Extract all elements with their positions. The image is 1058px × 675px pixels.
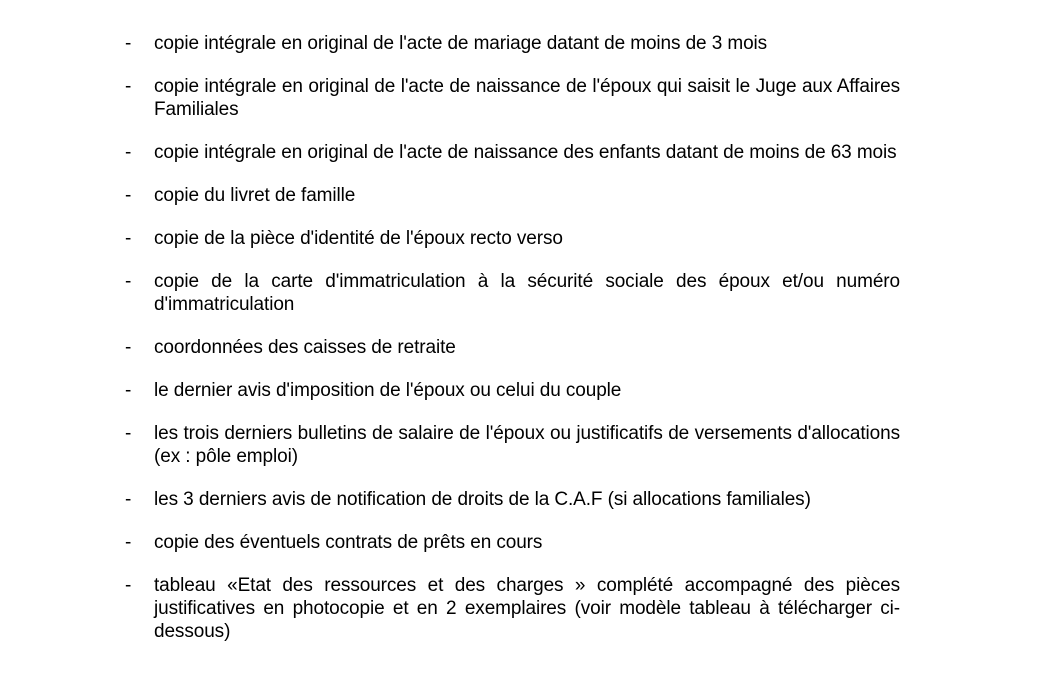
list-item-text: copie du livret de famille bbox=[154, 185, 356, 206]
list-item bbox=[125, 184, 900, 207]
bullet-dash: - bbox=[125, 185, 132, 206]
bullet-dash: - bbox=[125, 33, 132, 54]
list-item bbox=[125, 270, 900, 316]
bullet-dash: - bbox=[125, 532, 132, 553]
list-item bbox=[125, 32, 900, 55]
bullet-dash: - bbox=[125, 76, 132, 97]
list-item bbox=[125, 488, 900, 511]
list-item bbox=[125, 422, 900, 468]
list-item-text: copie intégrale en original de l'acte de naissance des enfants datant de moins de 63 mois bbox=[154, 142, 897, 163]
list-item-text: copie de la carte d'immatriculation à la sécurité sociale des époux et/ou numéro d'immatriculation bbox=[154, 271, 900, 315]
bullet-dash: - bbox=[125, 337, 132, 358]
bullet-dash: - bbox=[125, 228, 132, 249]
bullet-dash: - bbox=[125, 575, 132, 596]
list-item-text: les 3 derniers avis de notification de droits de la C.A.F (si allocations familiales) bbox=[154, 489, 811, 510]
bullet-dash: - bbox=[125, 423, 132, 444]
list-item-text: coordonnées des caisses de retraite bbox=[154, 337, 456, 358]
required-documents-list bbox=[125, 32, 900, 663]
list-item-text: copie intégrale en original de l'acte de naissance de l'époux qui saisit le Juge aux Affaires Familiales bbox=[154, 76, 900, 120]
list-item-text: copie de la pièce d'identité de l'époux recto verso bbox=[154, 228, 563, 249]
list-item-text: les trois derniers bulletins de salaire de l'époux ou justificatifs de versements d'allocations (ex : pôle emploi) bbox=[154, 423, 900, 467]
list-item-text: le dernier avis d'imposition de l'époux ou celui du couple bbox=[154, 380, 622, 401]
list-item bbox=[125, 379, 900, 402]
list-item-text: tableau «Etat des ressources et des charges » complété accompagné des pièces justificatives en photocopie et en 2 exemplaires (voir modèle tableau à télécharger ci-dessous) bbox=[154, 575, 900, 642]
list-item bbox=[125, 574, 900, 643]
list-item-text: copie intégrale en original de l'acte de mariage datant de moins de 3 mois bbox=[154, 33, 768, 54]
list-item bbox=[125, 141, 900, 164]
list-item-text: copie des éventuels contrats de prêts en cours bbox=[154, 532, 543, 553]
list-item bbox=[125, 227, 900, 250]
list-item bbox=[125, 336, 900, 359]
bullet-dash: - bbox=[125, 142, 132, 163]
list-item bbox=[125, 531, 900, 554]
list-item bbox=[125, 75, 900, 121]
bullet-dash: - bbox=[125, 489, 132, 510]
bullet-dash: - bbox=[125, 271, 132, 292]
bullet-dash: - bbox=[125, 380, 132, 401]
